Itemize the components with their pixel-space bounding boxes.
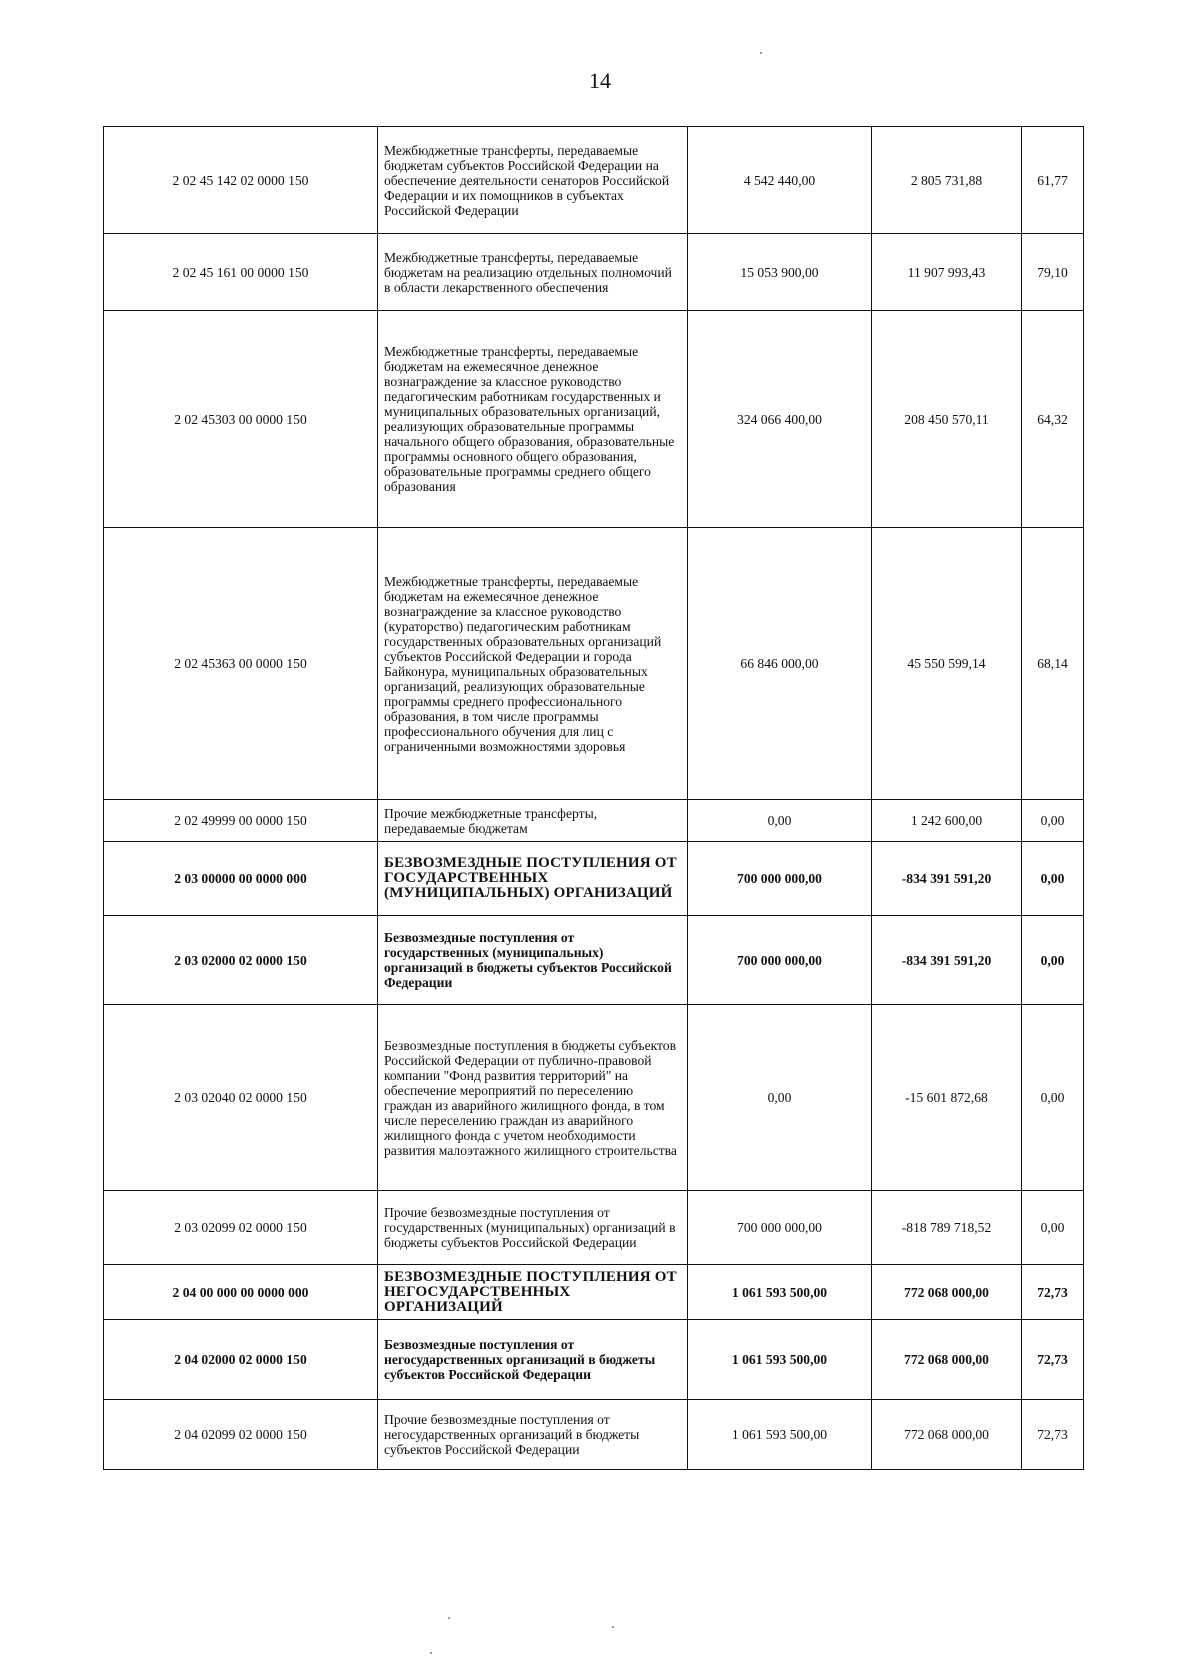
row-name: Прочие безвозмездные поступления от государственных (муниципальных) организаций в бюджеты субъектов Российской Федерации (378, 1191, 688, 1265)
row-name: БЕЗВОЗМЕЗДНЫЕ ПОСТУПЛЕНИЯ ОТ НЕГОСУДАРСТВЕННЫХ ОРГАНИЗАЦИЙ (378, 1265, 688, 1320)
row-name: БЕЗВОЗМЕЗДНЫЕ ПОСТУПЛЕНИЯ ОТ ГОСУДАРСТВЕННЫХ (МУНИЦИПАЛЬНЫХ) ОРГАНИЗАЦИЙ (378, 842, 688, 916)
row-percent: 0,00 (1022, 800, 1084, 842)
row-plan: 1 061 593 500,00 (688, 1265, 872, 1320)
row-plan: 700 000 000,00 (688, 916, 872, 1005)
row-fact: -834 391 591,20 (872, 842, 1022, 916)
row-fact: -818 789 718,52 (872, 1191, 1022, 1265)
scan-speck (448, 1617, 450, 1619)
table-row (104, 800, 1084, 842)
row-plan: 1 061 593 500,00 (688, 1400, 872, 1470)
table-row (104, 127, 1084, 234)
row-percent: 61,77 (1022, 127, 1084, 234)
row-fact: 11 907 993,43 (872, 234, 1022, 311)
row-percent: 79,10 (1022, 234, 1084, 311)
row-code: 2 02 49999 00 0000 150 (104, 800, 378, 842)
row-percent: 72,73 (1022, 1400, 1084, 1470)
row-percent: 64,32 (1022, 311, 1084, 528)
row-name: Межбюджетные трансферты, передаваемые бюджетам субъектов Российской Федерации на обеспечение деятельности сенаторов Российской Федерации и их помощников в субъектах Российской Федерации (378, 127, 688, 234)
table-row (104, 1320, 1084, 1400)
table-row (104, 1005, 1084, 1191)
scan-speck (760, 52, 762, 54)
row-plan: 700 000 000,00 (688, 842, 872, 916)
row-percent: 0,00 (1022, 916, 1084, 1005)
row-code: 2 04 02000 02 0000 150 (104, 1320, 378, 1400)
table-row (104, 1400, 1084, 1470)
row-fact: 45 550 599,14 (872, 528, 1022, 800)
row-code: 2 04 00 000 00 0000 000 (104, 1265, 378, 1320)
row-fact: 208 450 570,11 (872, 311, 1022, 528)
table-row (104, 842, 1084, 916)
row-plan: 1 061 593 500,00 (688, 1320, 872, 1400)
scan-speck (612, 1626, 614, 1628)
row-percent: 0,00 (1022, 1005, 1084, 1191)
row-name: Безвозмездные поступления от государственных (муниципальных) организаций в бюджеты субъектов Российской Федерации (378, 916, 688, 1005)
row-code: 2 03 02099 02 0000 150 (104, 1191, 378, 1265)
row-plan: 324 066 400,00 (688, 311, 872, 528)
row-code: 2 03 02040 02 0000 150 (104, 1005, 378, 1191)
row-fact: 1 242 600,00 (872, 800, 1022, 842)
row-code: 2 02 45 161 00 0000 150 (104, 234, 378, 311)
table-row (104, 916, 1084, 1005)
row-code: 2 02 45363 00 0000 150 (104, 528, 378, 800)
page-number: 14 (589, 68, 611, 93)
row-fact: 2 805 731,88 (872, 127, 1022, 234)
row-fact: 772 068 000,00 (872, 1400, 1022, 1470)
row-code: 2 03 00000 00 0000 000 (104, 842, 378, 916)
row-percent: 68,14 (1022, 528, 1084, 800)
row-plan: 66 846 000,00 (688, 528, 872, 800)
scan-speck (430, 1652, 432, 1654)
row-percent: 72,73 (1022, 1320, 1084, 1400)
row-plan: 15 053 900,00 (688, 234, 872, 311)
row-code: 2 04 02099 02 0000 150 (104, 1400, 378, 1470)
row-name: Прочие межбюджетные трансферты, передаваемые бюджетам (378, 800, 688, 842)
row-name: Межбюджетные трансферты, передаваемые бюджетам на ежемесячное денежное вознаграждение за классное руководство педагогическим работникам государственных и муниципальных образовательных организаций, реализующих образовательные программы начального общего образования, образовательные программы основного общего образования, образовательные программы среднего общего образования (378, 311, 688, 528)
row-name: Безвозмездные поступления от негосударственных организаций в бюджеты субъектов Российской Федерации (378, 1320, 688, 1400)
row-plan: 0,00 (688, 800, 872, 842)
row-plan: 700 000 000,00 (688, 1191, 872, 1265)
row-fact: 772 068 000,00 (872, 1320, 1022, 1400)
row-percent: 0,00 (1022, 842, 1084, 916)
row-percent: 0,00 (1022, 1191, 1084, 1265)
table-row (104, 528, 1084, 800)
table-row (104, 311, 1084, 528)
row-fact: -834 391 591,20 (872, 916, 1022, 1005)
table-row (104, 1191, 1084, 1265)
row-name: Межбюджетные трансферты, передаваемые бюджетам на реализацию отдельных полномочий в области лекарственного обеспечения (378, 234, 688, 311)
row-fact: 772 068 000,00 (872, 1265, 1022, 1320)
row-percent: 72,73 (1022, 1265, 1084, 1320)
table-row (104, 234, 1084, 311)
row-plan: 4 542 440,00 (688, 127, 872, 234)
row-code: 2 02 45 142 02 0000 150 (104, 127, 378, 234)
row-code: 2 03 02000 02 0000 150 (104, 916, 378, 1005)
row-name: Безвозмездные поступления в бюджеты субъектов Российской Федерации от публично-правовой компании "Фонд развития территорий" на обеспечение мероприятий по переселению граждан из аварийного жилищного фонда, в том числе переселению граждан из аварийного жилищного фонда с учетом необходимости развития малоэтажного жилищного строительства (378, 1005, 688, 1191)
row-plan: 0,00 (688, 1005, 872, 1191)
row-fact: -15 601 872,68 (872, 1005, 1022, 1191)
budget-table (103, 126, 1084, 1470)
row-name: Межбюджетные трансферты, передаваемые бюджетам на ежемесячное денежное вознаграждение за классное руководство (кураторство) педагогическим работникам государственных образовательных организаций субъектов Российской Федерации и города Байконура, муниципальных образовательных организаций, реализующих образовательные программы среднего профессионального образования, в том числе программы профессионального обучения для лиц с ограниченными возможностями здоровья (378, 528, 688, 800)
table-row (104, 1265, 1084, 1320)
row-name: Прочие безвозмездные поступления от негосударственных организаций в бюджеты субъектов Российской Федерации (378, 1400, 688, 1470)
row-code: 2 02 45303 00 0000 150 (104, 311, 378, 528)
